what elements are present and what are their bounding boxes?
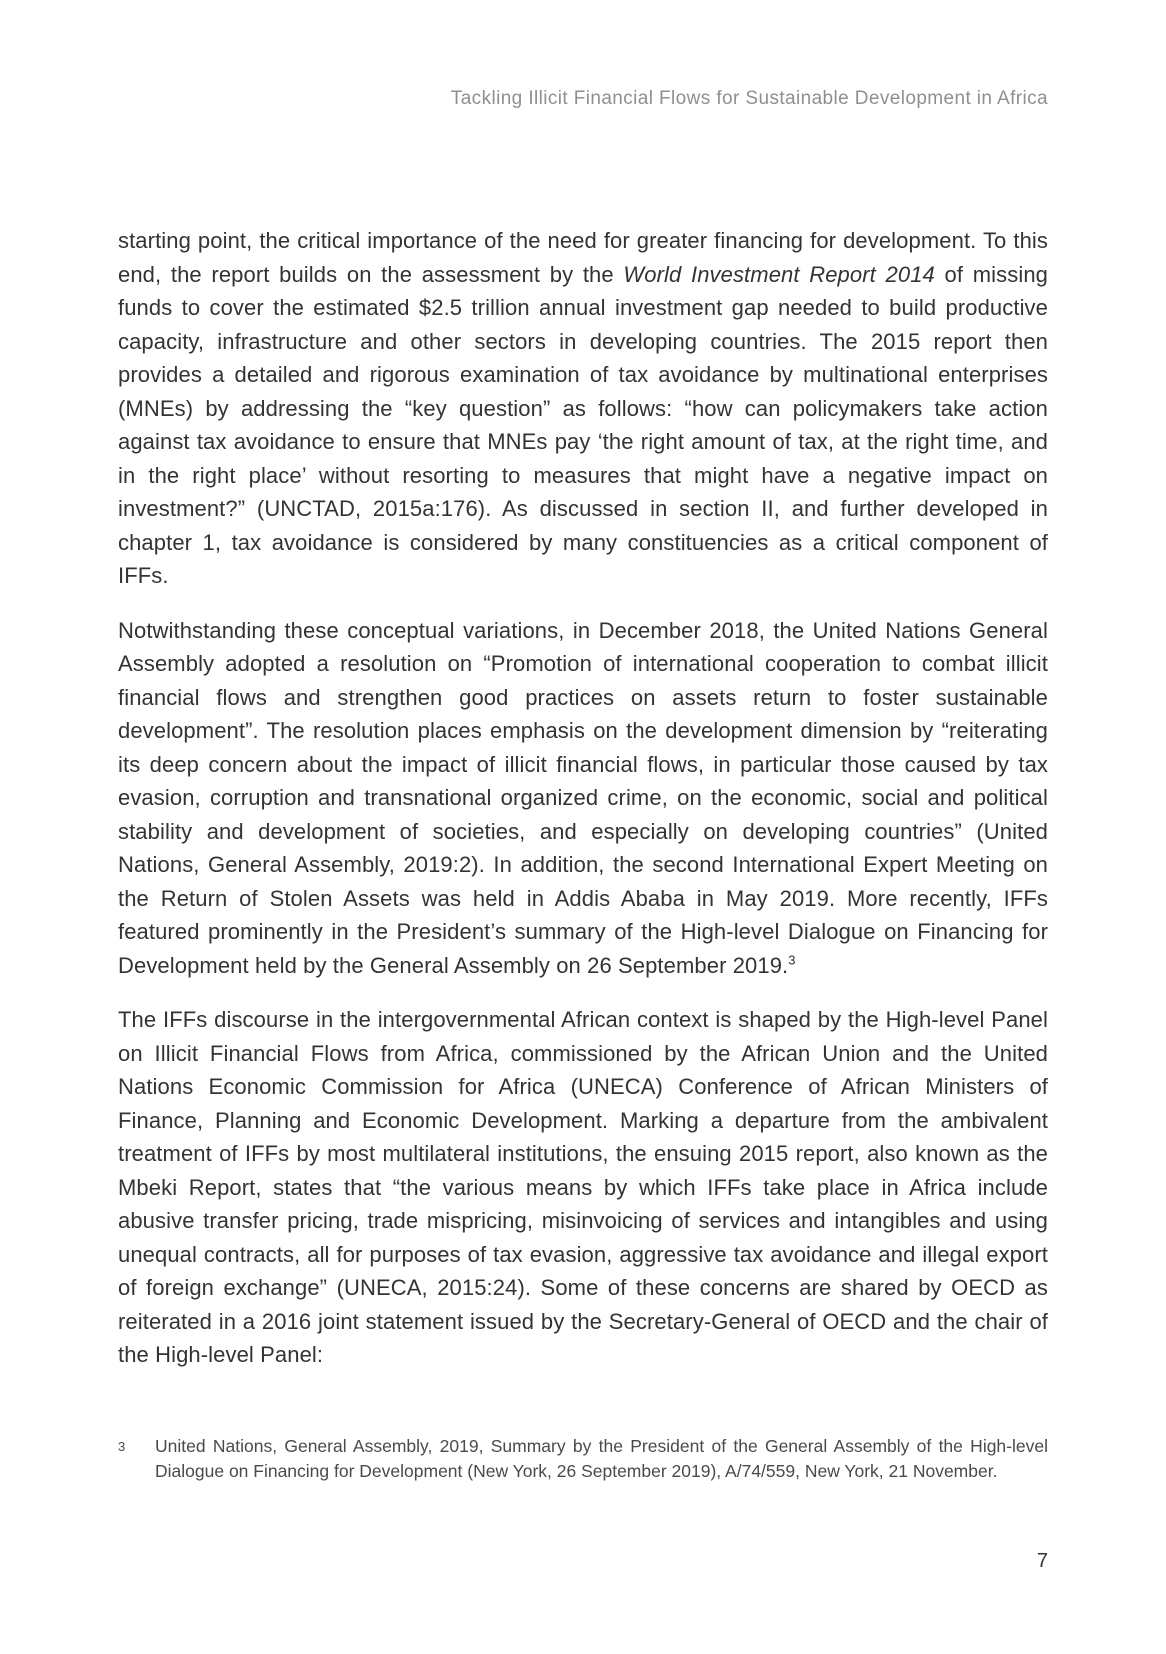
page-number: 7 — [1036, 1550, 1048, 1572]
footnote-reference: 3 — [788, 952, 796, 968]
paragraph — [118, 1003, 1048, 1372]
italic-title: World Investment Report 2014 — [623, 261, 935, 287]
text-run: Notwithstanding these conceptual variations, in December 2018, the United Nations General Assembly adopted a resolution on “Promotion of international cooperation to combat illicit financial flows and strengthen good practices on assets return to foster sustainable development”. The resolution places emphasis on the development dimension by “reiterating its deep concern about the impact of illicit financial flows, in particular those caused by tax evasion, corruption and transnational organized crime, on the economic, social and political stability and development of societies, and especially on developing countries” (United Nations, General Assembly, 2019:2). In addition, the second International Expert Meeting on the Return of Stolen Assets was held in Addis Ababa in May 2019. More recently, IFFs featured prominently in the President’s summary of the High-level Dialogue on Financing for Development held by the General Assembly on 26 September 2019. — [118, 617, 1048, 978]
paragraphs — [118, 224, 1048, 1393]
text-run: The IFFs discourse in the intergovernmental African context is shaped by the High-level Panel on Illicit Financial Flows from Africa, commissioned by the African Union and the United Nations Economic Commission for Africa (UNECA) Conference of African Ministers of Finance, Planning and Economic Development. Marking a departure from the ambivalent treatment of IFFs by most multilateral institutions, the ensuing 2015 report, also known as the Mbeki Report, states that “the various means by which IFFs take place in Africa include abusive transfer pricing, trade mispricing, misinvoicing of services and intangibles and using unequal contracts, all for purposes of tax evasion, aggressive tax avoidance and illegal export of foreign exchange” (UNECA, 2015:24). Some of these concerns are shared by OECD as reiterated in a 2016 joint statement issued by the Secretary-General of OECD and the chair of the High-level Panel: — [118, 1007, 1048, 1367]
text-run: of missing funds to cover the estimated $2.5 trillion annual investment gap needed to build productive capacity, infrastructure and other sectors in developing countries. The 2015 report then provides a detailed and rigorous examination of tax avoidance by multinational enterprises (MNEs) by addressing the “key question” as follows: “how can policymakers take action against tax avoidance to ensure that MNEs pay ‘the right amount of tax, at the right time, and in the right place’ without resorting to measures that might have a negative impact on investment?” (UNCTAD, 2015a:176). As discussed in section II, and further developed in chapter 1, tax avoidance is considered by many constituencies as a critical component of IFFs. — [118, 261, 1048, 588]
footnote-marker: 3 — [118, 1439, 126, 1454]
paragraph — [118, 614, 1048, 983]
footnote-text: United Nations, General Assembly, 2019, Summary by the President of the General Assembly of the High-level Dialogue on Financing for Development (New York, 26 September 2019), A/74/559, New York, 21 November. — [155, 1436, 1048, 1481]
running-header: Tackling Illicit Financial Flows for Sustainable Development in Africa — [450, 88, 1048, 109]
footnote — [118, 1434, 1048, 1484]
text-run: starting point, the critical importance of the need for greater financing for development. To this end, the report builds on the assessment by the — [118, 228, 1048, 287]
paragraph — [118, 224, 1048, 593]
